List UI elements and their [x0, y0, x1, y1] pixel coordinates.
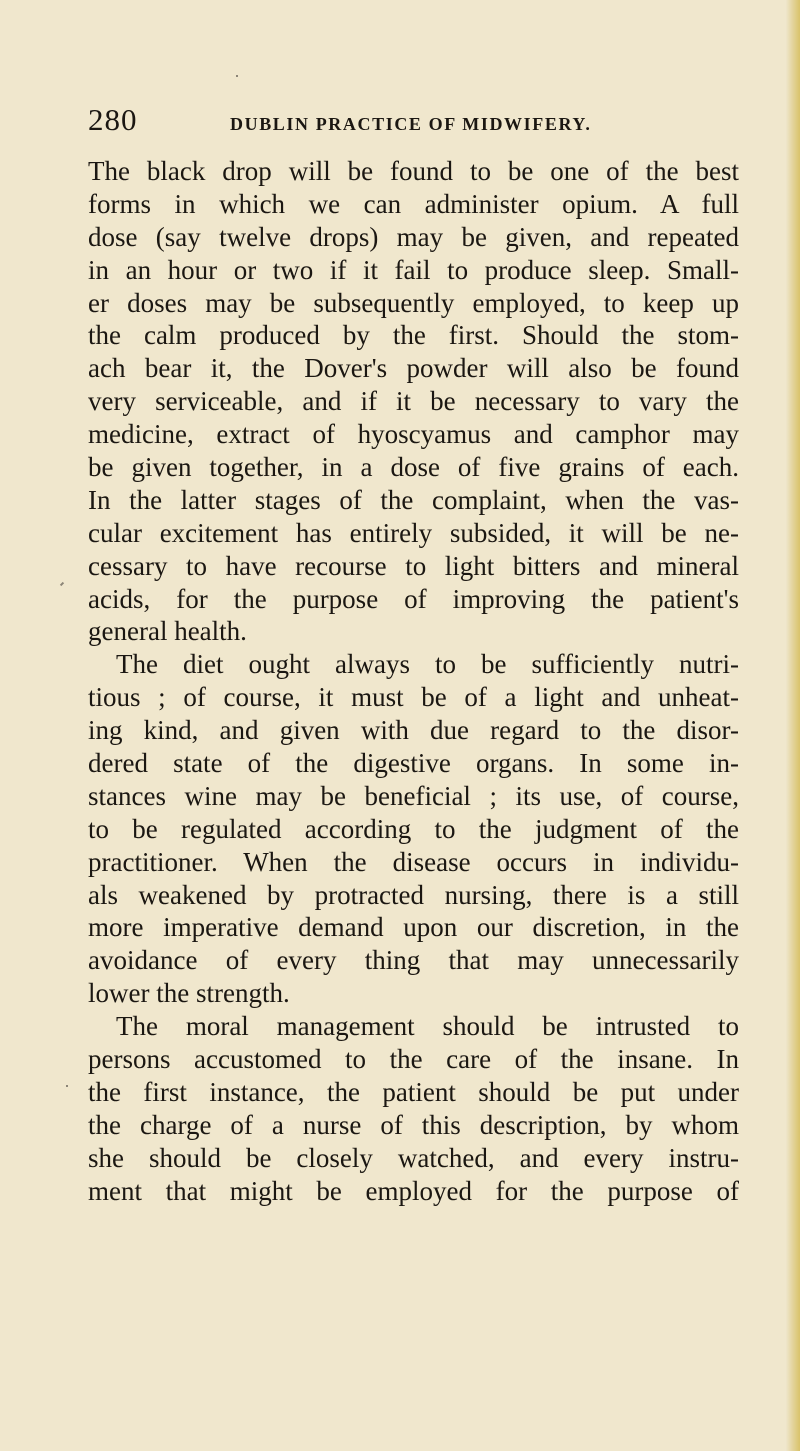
stray-mark [236, 75, 238, 77]
text-line: ach bear it, the Dover's powder will also be found [88, 353, 739, 384]
text-line: avoidance of every thing that may unnecessarily [88, 945, 739, 976]
text-line: stances wine may be beneficial ; its use, of course, [88, 780, 739, 811]
text-line: more imperative demand upon our discretion, in the [88, 912, 739, 943]
text-line: medicine, extract of hyoscyamus and camphor may [88, 419, 739, 450]
text-line: ing kind, and given with due regard to the disor- [88, 715, 739, 746]
text-line: dose (say twelve drops) may be given, and repeated [88, 221, 739, 252]
text-line: er doses may be subsequently employed, to keep up [88, 287, 739, 318]
text-line: to be regulated according to the judgment of the [88, 813, 739, 844]
text-line: the calm produced by the first. Should the stom- [88, 320, 739, 351]
text-line: general health. [88, 616, 247, 647]
text-line: In the latter stages of the complaint, when the vas- [88, 484, 739, 515]
body-text [88, 155, 739, 1208]
text-line: she should be closely watched, and every instru- [88, 1142, 739, 1173]
text-line: dered state of the digestive organs. In some in- [88, 748, 739, 779]
stray-mark [60, 582, 64, 586]
text-line: cessary to have recourse to light bitters and mineral [88, 550, 739, 581]
text-line: lower the strength. [88, 978, 290, 1009]
page-number: 280 [88, 102, 138, 137]
page-header [88, 100, 738, 140]
text-line: tious ; of course, it must be of a light and unheat- [88, 682, 739, 713]
text-line: very serviceable, and if it be necessary to vary the [88, 386, 739, 417]
text-line: the first instance, the patient should be put under [88, 1076, 739, 1107]
text-line: the charge of a nurse of this description, by whom [88, 1109, 739, 1140]
text-line: The moral management should be intrusted to [116, 1011, 739, 1042]
text-line: acids, for the purpose of improving the patient's [88, 583, 739, 614]
text-line: practitioner. When the disease occurs in individu- [88, 846, 739, 877]
running-head: DUBLIN PRACTICE OF MIDWIFERY. [230, 114, 592, 134]
text-line: persons accustomed to the care of the insane. In [88, 1044, 739, 1075]
text-line: The diet ought always to be sufficiently nutri- [116, 649, 739, 680]
text-line: be given together, in a dose of five grains of each. [88, 452, 739, 483]
text-line: cular excitement has entirely subsided, it will be ne- [88, 517, 739, 548]
text-line: ment that might be employed for the purpose of [88, 1175, 739, 1206]
text-line: in an hour or two if it fail to produce sleep. Small- [88, 254, 739, 285]
text-line: The black drop will be found to be one of the best [88, 156, 739, 186]
text-line: forms in which we can administer opium. A full [88, 188, 739, 219]
text-line: als weakened by protracted nursing, there is a still [88, 879, 739, 910]
stray-mark [66, 1085, 68, 1087]
page-edge [786, 0, 800, 1451]
